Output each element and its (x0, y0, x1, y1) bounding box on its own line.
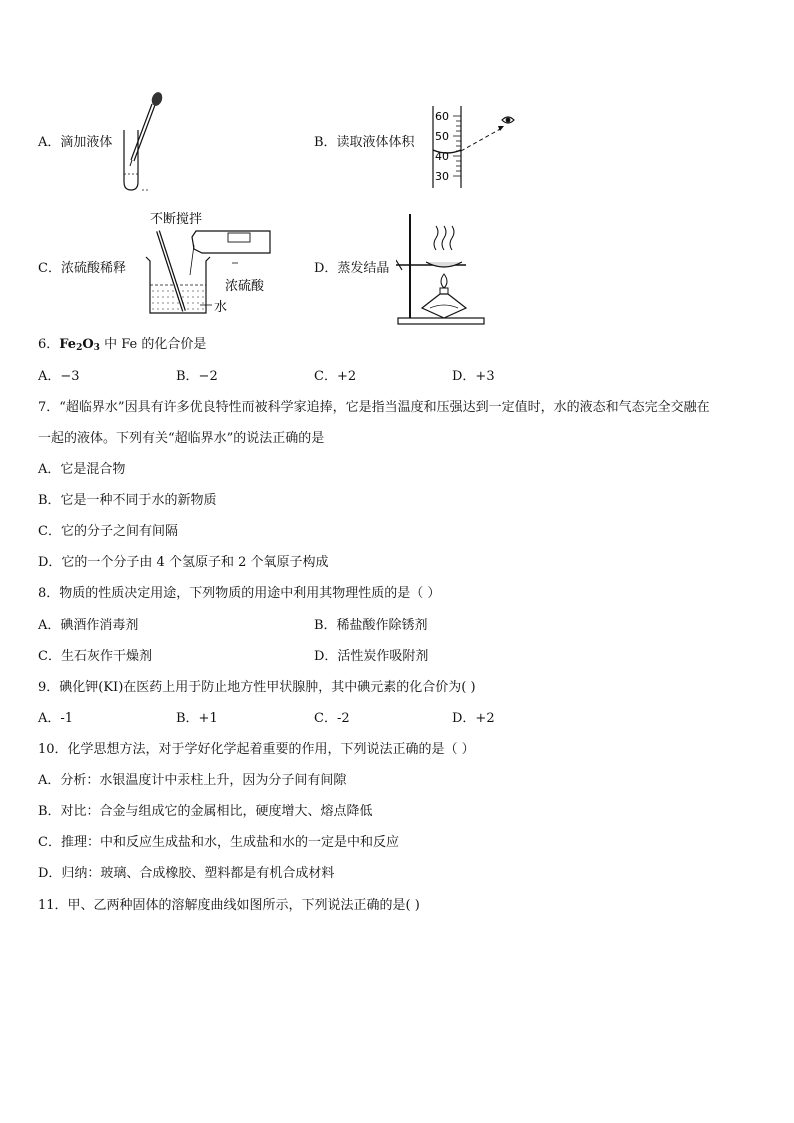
q11-stem: 11．甲、乙两种固体的溶解度曲线如图所示，下列说法正确的是( ) (38, 898, 420, 913)
figure-c-label: C．浓硫酸稀释 (38, 261, 126, 276)
dropper-testtube-figure (110, 90, 180, 195)
q8-option-a: A．碘酒作消毒剂 (38, 618, 139, 633)
q6-rest: 中 Fe 的化合价是 (99, 337, 207, 352)
q9-option-a: A．-1 (38, 711, 74, 726)
q6-formula: $Fe_2O_3$ (59, 337, 100, 353)
q7-stem-line2: 一起的液体。下列有关“超临界水”的说法正确的是 (38, 431, 325, 446)
q10-stem: 10．化学思想方法，对于学好化学起着重要的作用，下列说法正确的是（ ） (38, 742, 475, 757)
q7-stem-line1: 7．“超临界水”因具有许多优良特性而被科学家追捧，它是指当温度和压强达到一定值时，水的液态和气态完全交融在 (38, 400, 710, 415)
q9-option-b: B．+1 (176, 711, 218, 726)
q6-option-a: A．−3 (38, 369, 80, 384)
figure-a-label: A．滴加液体 (38, 135, 113, 150)
acid-text: 浓硫酸 (225, 279, 265, 294)
tick-40: 40 (435, 150, 449, 163)
q9-stem: 9．碘化钾(KI)在医药上用于防止地方性甲状腺肿，其中碘元素的化合价为( ) (38, 680, 476, 695)
q7-option-c: C．它的分子之间有间隔 (38, 524, 178, 539)
water-text: 水 (214, 300, 228, 315)
q8-option-b: B．稀盐酸作除锈剂 (314, 618, 428, 633)
q6-stem (38, 333, 206, 353)
q6-option-b: B．−2 (176, 369, 218, 384)
tick-50: 50 (435, 130, 449, 143)
q6-number: 6． (38, 337, 60, 352)
q7-option-b: B．它是一种不同于水的新物质 (38, 493, 217, 508)
q6-option-c: C．+2 (314, 369, 357, 384)
figure-d-label: D．蒸发结晶 (314, 261, 390, 276)
q10-option-d: D．归纳：玻璃、合成橡胶、塑料都是有机合成材料 (38, 866, 335, 881)
tick-60: 60 (435, 110, 449, 123)
figure-b-label: B．读取液体体积 (314, 135, 415, 150)
q8-option-d: D．活性炭作吸附剂 (314, 649, 429, 664)
q10-option-a: A．分析：水银温度计中汞柱上升，因为分子间有间隙 (38, 773, 347, 788)
tick-30: 30 (435, 170, 449, 183)
q9-option-d: D．+2 (452, 711, 495, 726)
stir-text: 不断搅拌 (150, 212, 203, 227)
q7-option-d: D．它的一个分子由 4 个氢原子和 2 个氧原子构成 (38, 555, 329, 570)
q7-option-a: A．它是混合物 (38, 462, 126, 477)
dilution-figure (140, 205, 275, 323)
q8-stem: 8．物质的性质决定用途，下列物质的用途中利用其物理性质的是（ ） (38, 586, 441, 601)
cylinder-reading-figure (428, 104, 528, 190)
q8-option-c: C．生石灰作干燥剂 (38, 649, 152, 664)
q6-option-d: D．+3 (452, 369, 495, 384)
q10-option-b: B．对比：合金与组成它的金属相比，硬度增大、熔点降低 (38, 804, 373, 819)
q10-option-c: C．推理：中和反应生成盐和水，生成盐和水的一定是中和反应 (38, 835, 399, 850)
evaporation-figure (396, 210, 496, 328)
q9-option-c: C．-2 (314, 711, 350, 726)
